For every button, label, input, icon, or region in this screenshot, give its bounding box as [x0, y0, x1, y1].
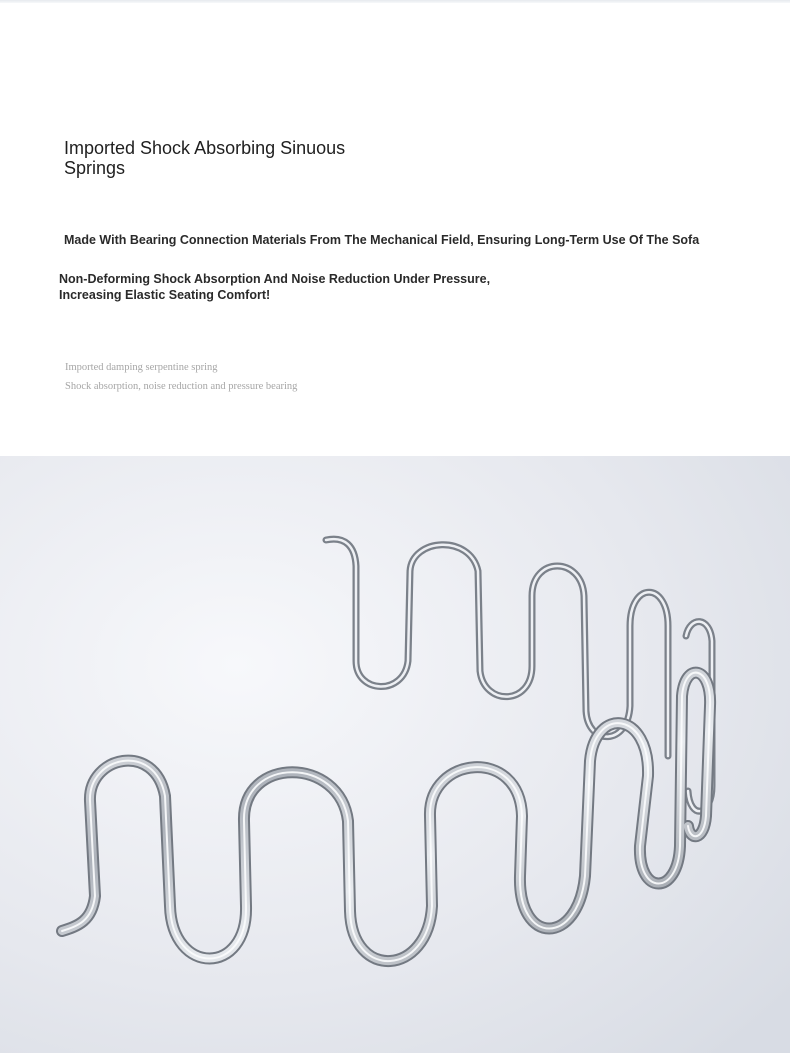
- sinuous-spring-illustration: [0, 456, 790, 1053]
- product-photo: [0, 456, 790, 1053]
- feature-benefits: [59, 271, 519, 303]
- subtitle-line-1: Imported damping serpentine spring: [65, 362, 218, 373]
- subtitle-line-2: Shock absorption, noise reduction and pressure bearing: [65, 381, 298, 392]
- feature-description: Made With Bearing Connection Materials From The Mechanical Field, Ensuring Long-Term Use Of The Sofa: [64, 233, 700, 247]
- benefit-line-2: Increasing Elastic Seating Comfort!: [59, 288, 271, 302]
- feature-text-panel: [0, 3, 790, 456]
- feature-title: Imported Shock Absorbing Sinuous Springs: [64, 138, 346, 178]
- benefit-line-1: Non-Deforming Shock Absorption And Noise Reduction Under Pressure,: [59, 272, 491, 286]
